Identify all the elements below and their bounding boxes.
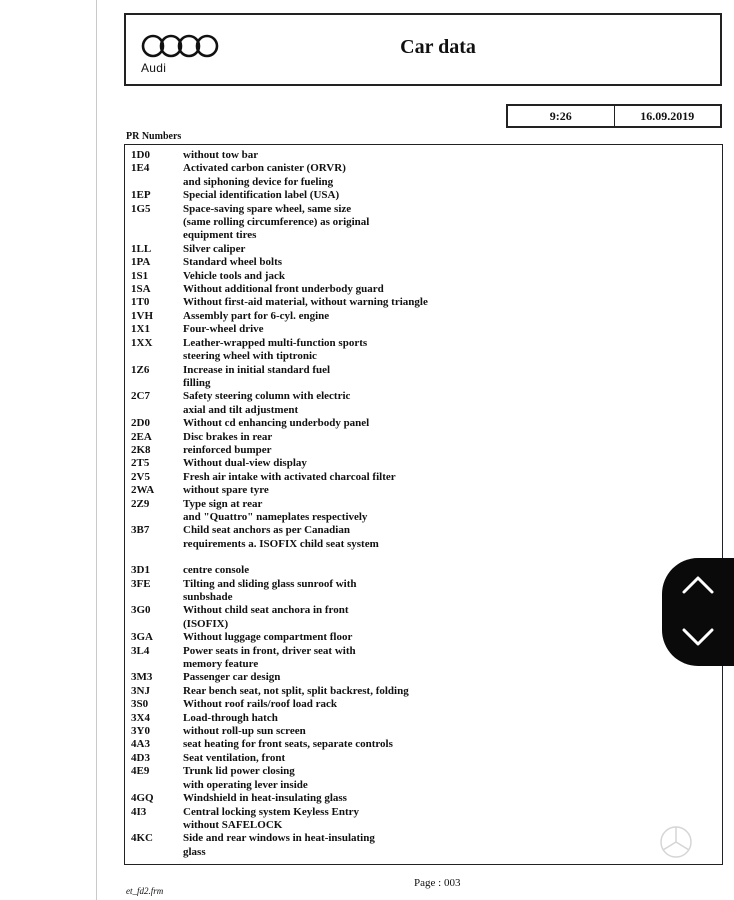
pr-row [131,524,718,551]
pr-row [131,725,718,738]
pr-row [131,189,718,202]
pr-description-line: axial and tilt adjustment [183,403,299,416]
pr-description [183,792,718,805]
pr-description [183,578,718,605]
pr-description-line: without spare tyre [183,484,269,497]
pr-description [183,765,718,792]
mercedes-star-watermark-icon [658,824,694,864]
timestamp-box [506,104,722,128]
pr-code: 1G5 [131,202,151,215]
pr-description-line: Four-wheel drive [183,323,264,336]
pr-row [131,671,718,684]
pr-description-line: Leather-wrapped multi-function sports [183,336,368,349]
pr-row [131,604,718,631]
pr-code: 3M3 [131,671,153,684]
pr-description [183,390,718,417]
pr-description [183,444,718,457]
pr-code: 1SA [131,283,151,296]
pr-row [131,792,718,805]
pr-row [131,337,718,364]
pr-description-line: Special identification label (USA) [183,189,340,202]
pr-description-line: Central locking system Keyless Entry [183,805,359,818]
pr-description-line: (ISOFIX) [183,617,229,630]
pr-description-line: equipment tires [183,229,257,242]
pr-description-line: and "Quattro" nameplates respectively [183,510,368,523]
pr-description-line: memory feature [183,658,259,671]
pr-description-line: requirements a. ISOFIX child seat system [183,537,379,550]
pr-code: 3L4 [131,644,150,657]
pr-code: 4A3 [131,738,150,751]
scroll-up-button[interactable] [676,564,720,604]
pr-description [183,645,718,672]
pr-description-line: reinforced bumper [183,443,272,456]
pr-code: 1LL [131,242,152,255]
pr-description [183,806,718,833]
pr-row [131,417,718,430]
pr-description-line: with operating lever inside [183,778,308,791]
pr-description [183,149,718,162]
pr-description-line: Power seats in front, driver seat with [183,644,356,657]
pr-row [131,698,718,711]
pr-description-line: sunbshade [183,591,233,603]
pr-description [183,417,718,430]
pr-row [131,283,718,296]
pr-description-line: Without first-aid material, without warning triangle [183,296,428,309]
pr-code: 1XX [131,336,153,349]
pr-description [183,471,718,484]
pr-description-line: filling [183,376,211,389]
pr-description-line: Space-saving spare wheel, same size [183,202,352,215]
page-nav-pill [662,558,734,666]
pr-description-line: Side and rear windows in heat-insulating [183,832,375,845]
pr-description-line: Vehicle tools and jack [183,269,285,282]
date-value: 16.09.2019 [640,108,695,123]
pr-description [183,243,718,256]
pr-numbers-box [124,144,723,865]
pr-description-line: Disc brakes in rear [183,430,273,443]
pr-row [131,752,718,765]
pr-row [131,296,718,309]
pr-row [131,270,718,283]
pr-row [131,310,718,323]
pr-code: 1E4 [131,162,150,175]
pr-code: 3GA [131,631,153,644]
pr-description [183,738,718,751]
pr-code: 2C7 [131,390,150,403]
pr-row [131,564,718,577]
pr-description-line: without roll-up sun screen [183,725,306,738]
section-label: PR Numbers [126,131,182,142]
pr-code: 3FE [131,577,151,590]
pr-description [183,564,718,577]
pr-description [183,296,718,309]
chevron-up-icon [676,564,720,604]
pr-row [131,431,718,444]
form-file-name: et_fd2.frm [126,886,164,896]
pr-row [131,832,718,859]
page-title: Car data [400,36,476,58]
pr-code: 4E9 [131,765,150,778]
pr-description-line: Windshield in heat-insulating glass [183,792,347,805]
pr-code: 1T0 [131,296,150,309]
pr-description [183,256,718,269]
pr-code: 2V5 [131,470,150,483]
pr-code: 4KC [131,832,153,845]
pr-description-line: Increase in initial standard fuel [183,363,331,376]
pr-code: 3D1 [131,564,150,577]
pr-description-line: (same rolling circumference) as original [183,216,370,229]
pr-row [131,631,718,644]
pr-code: 4GQ [131,792,154,805]
pr-row [131,471,718,484]
header-box [124,13,722,86]
pr-description-line: seat heating for front seats, separate controls [183,738,393,751]
pr-description [183,631,718,644]
pr-description-line: Seat ventilation, front [183,751,286,764]
pr-code: 4D3 [131,751,150,764]
pr-code: 1VH [131,309,153,322]
pr-description [183,310,718,323]
pr-description [183,337,718,364]
pr-row [131,712,718,725]
pr-code: 3X4 [131,711,150,724]
pr-description-line: Without roof rails/roof load rack [183,698,337,711]
pr-code: 3Y0 [131,725,150,738]
pr-row [131,498,718,525]
pr-row [131,364,718,391]
pr-description-line: Fresh air intake with activated charcoal filter [183,470,396,483]
pr-description [183,431,718,444]
pr-code: 1Z6 [131,363,150,376]
pr-description [183,364,718,391]
pr-description [183,752,718,765]
pr-numbers-list [131,149,718,859]
pr-description [183,712,718,725]
pr-description-line: Tilting and sliding glass sunroof with [183,577,357,590]
pr-code: 3B7 [131,524,150,537]
pr-description-line: Child seat anchors as per Canadian [183,524,350,537]
pr-description-line: Standard wheel bolts [183,256,283,269]
pr-description [183,671,718,684]
brand-name: Audi [141,61,167,75]
pr-description [183,457,718,470]
pr-description [183,323,718,336]
pr-code: 1PA [131,256,151,269]
pr-row [131,390,718,417]
time-value: 9:26 [508,106,615,126]
pr-row [131,806,718,833]
pr-code: 2Z9 [131,497,150,510]
pr-row [131,738,718,751]
pr-description [183,484,718,497]
pr-row [131,162,718,189]
pr-code: 1X1 [131,323,150,336]
pr-row [131,645,718,672]
pr-description [183,162,718,189]
pr-description-line: Passenger car design [183,671,281,684]
pr-description-line: Silver caliper [183,242,246,255]
pr-code: 2D0 [131,417,150,430]
pr-description [183,189,718,202]
pr-row [131,444,718,457]
pr-code: 2K8 [131,443,151,456]
pr-code: 3NJ [131,684,150,697]
page-number: Page : 003 [414,877,461,889]
pr-row [131,243,718,256]
pr-description-line: without SAFELOCK [183,818,283,831]
chevron-down-icon [676,618,720,658]
page-margin-line [96,0,97,900]
pr-row [131,256,718,269]
pr-row [131,203,718,243]
pr-description [183,498,718,525]
pr-description-line: Without luggage compartment floor [183,631,353,644]
pr-description-line: Without dual-view display [183,457,307,470]
pr-description-line: Rear bench seat, not split, split backrest, folding [183,684,409,697]
pr-code: 2T5 [131,457,150,470]
pr-row [131,149,718,162]
pr-code: 1S1 [131,269,149,282]
pr-row [131,457,718,470]
pr-description [183,604,718,631]
pr-description-line: Without cd enhancing underbody panel [183,417,370,430]
pr-description [183,698,718,711]
pr-code: 3S0 [131,698,149,711]
pr-description-line: without tow bar [183,149,259,161]
pr-code: 1D0 [131,149,150,161]
pr-description [183,203,718,243]
pr-code: 2WA [131,484,155,497]
pr-code: 1EP [131,189,151,202]
pr-code: 4I3 [131,805,147,818]
pr-description-line: Safety steering column with electric [183,390,351,403]
pr-description [183,725,718,738]
pr-code: 2EA [131,430,152,443]
pr-description [183,270,718,283]
pr-description-line: Activated carbon canister (ORVR) [183,162,346,175]
pr-description-line: Without child seat anchora in front [183,604,349,617]
pr-code: 3G0 [131,604,151,617]
pr-description [183,832,718,859]
pr-description [183,685,718,698]
pr-description-line: Trunk lid power closing [183,765,295,778]
pr-description-line: and siphoning device for fueling [183,175,334,188]
pr-row [131,484,718,497]
pr-description-line: Load-through hatch [183,711,278,724]
pr-description-line: glass [183,845,206,858]
pr-description [183,524,718,551]
pr-row [131,765,718,792]
scroll-down-button[interactable] [676,618,720,658]
pr-description [183,283,718,296]
pr-description-line: centre console [183,564,250,577]
pr-row [131,323,718,336]
pr-description-line: Type sign at rear [183,497,263,510]
pr-row [131,685,718,698]
pr-description-line: steering wheel with tiptronic [183,350,317,363]
pr-description-line: Without additional front underbody guard [183,283,384,296]
pr-row [131,578,718,605]
pr-description-line: Assembly part for 6-cyl. engine [183,309,330,322]
